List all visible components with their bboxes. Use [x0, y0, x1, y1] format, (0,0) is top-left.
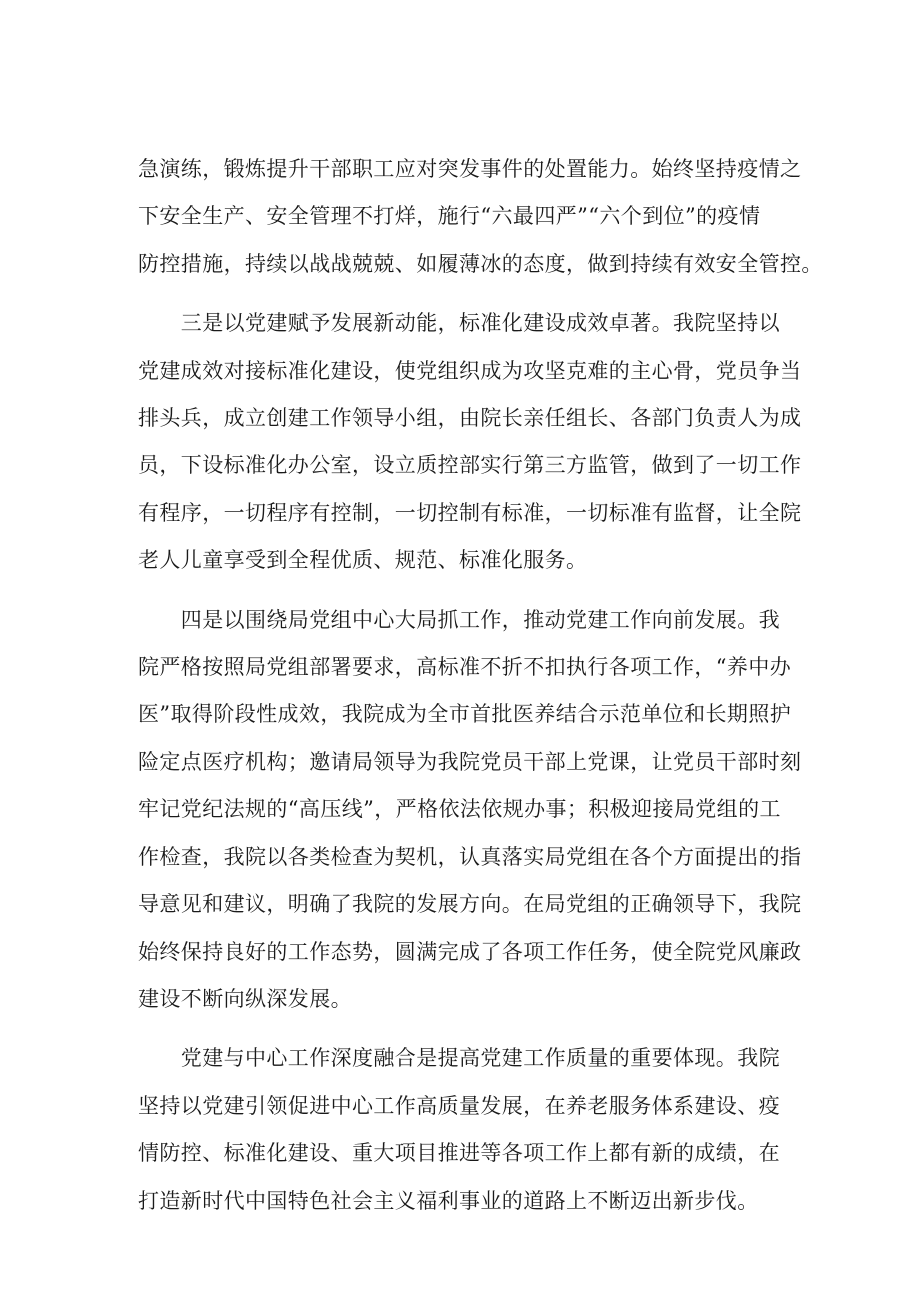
paragraph-3	[138, 597, 818, 1024]
text-line: 作检查，我院以各类检查为契机，认真落实局党组在各个方面提出的指	[138, 844, 802, 869]
text-line: 院严格按照局党组部署要求，高标准不折不扣执行各项工作，“养中办	[138, 655, 792, 680]
document-body	[138, 146, 823, 1225]
text-line: 有程序，一切程序有控制，一切控制有标准，一切标准有监督，让全院	[138, 500, 802, 525]
text-line: 员，下设标准化办公室，设立质控部实行第三方监管，做到了一切工作	[138, 453, 802, 478]
paragraph-4	[138, 1035, 818, 1225]
text-line: 四是以围绕局党组中心大局抓工作，推动党建工作向前发展。我	[138, 607, 780, 632]
text-line: 党建与中心工作深度融合是提高党建工作质量的重要体现。我院	[138, 1046, 780, 1071]
paragraph-2	[138, 300, 818, 584]
text-line: 导意见和建议，明确了我院的发展方向。在局党组的正确领导下，我院	[138, 892, 802, 917]
text-line: 坚持以党建引领促进中心工作高质量发展，在养老服务体系建设、疫	[138, 1093, 780, 1118]
text-line: 急演练，锻炼提升干部职工应对突发事件的处置能力。始终坚持疫情之	[138, 157, 802, 181]
text-line: 险定点医疗机构；邀请局领导为我院党员干部上党课，让党员干部时刻	[138, 749, 802, 774]
text-line: 情防控、标准化建设、重大项目推进等各项工作上都有新的成绩，在	[138, 1141, 780, 1166]
text-line: 医”取得阶段性成效，我院成为全市首批医养结合示范单位和长期照护	[138, 702, 792, 727]
text-line: 老人儿童享受到全程优质、规范、标准化服务。	[138, 548, 588, 573]
text-line: 打造新时代中国特色社会主义福利事业的道路上不断迈出新步伐。	[138, 1188, 759, 1213]
text-line: 下安全生产、安全管理不打烊，施行“六最四严”“六个到位”的疫情	[138, 204, 761, 229]
text-line: 牢记党纪法规的“高压线”，严格依法依规办事；积极迎接局党组的工	[138, 797, 781, 822]
text-line: 建设不断向纵深发展。	[138, 986, 352, 1011]
paragraph-1	[138, 146, 823, 288]
text-line: 党建成效对接标准化建设，使党组织成为攻坚克难的主心骨，党员争当	[138, 358, 802, 383]
text-line: 始终保持良好的工作态势，圆满完成了各项工作任务，使全院党风廉政	[138, 939, 802, 964]
text-line: 三是以党建赋予发展新动能，标准化建设成效卓著。我院坚持以	[138, 311, 780, 336]
text-line: 防控措施，持续以战战兢兢、如履薄冰的态度，做到持续有效安全管控。	[138, 251, 823, 276]
text-line: 排头兵，成立创建工作领导小组，由院长亲任组长、各部门负责人为成	[138, 406, 802, 431]
